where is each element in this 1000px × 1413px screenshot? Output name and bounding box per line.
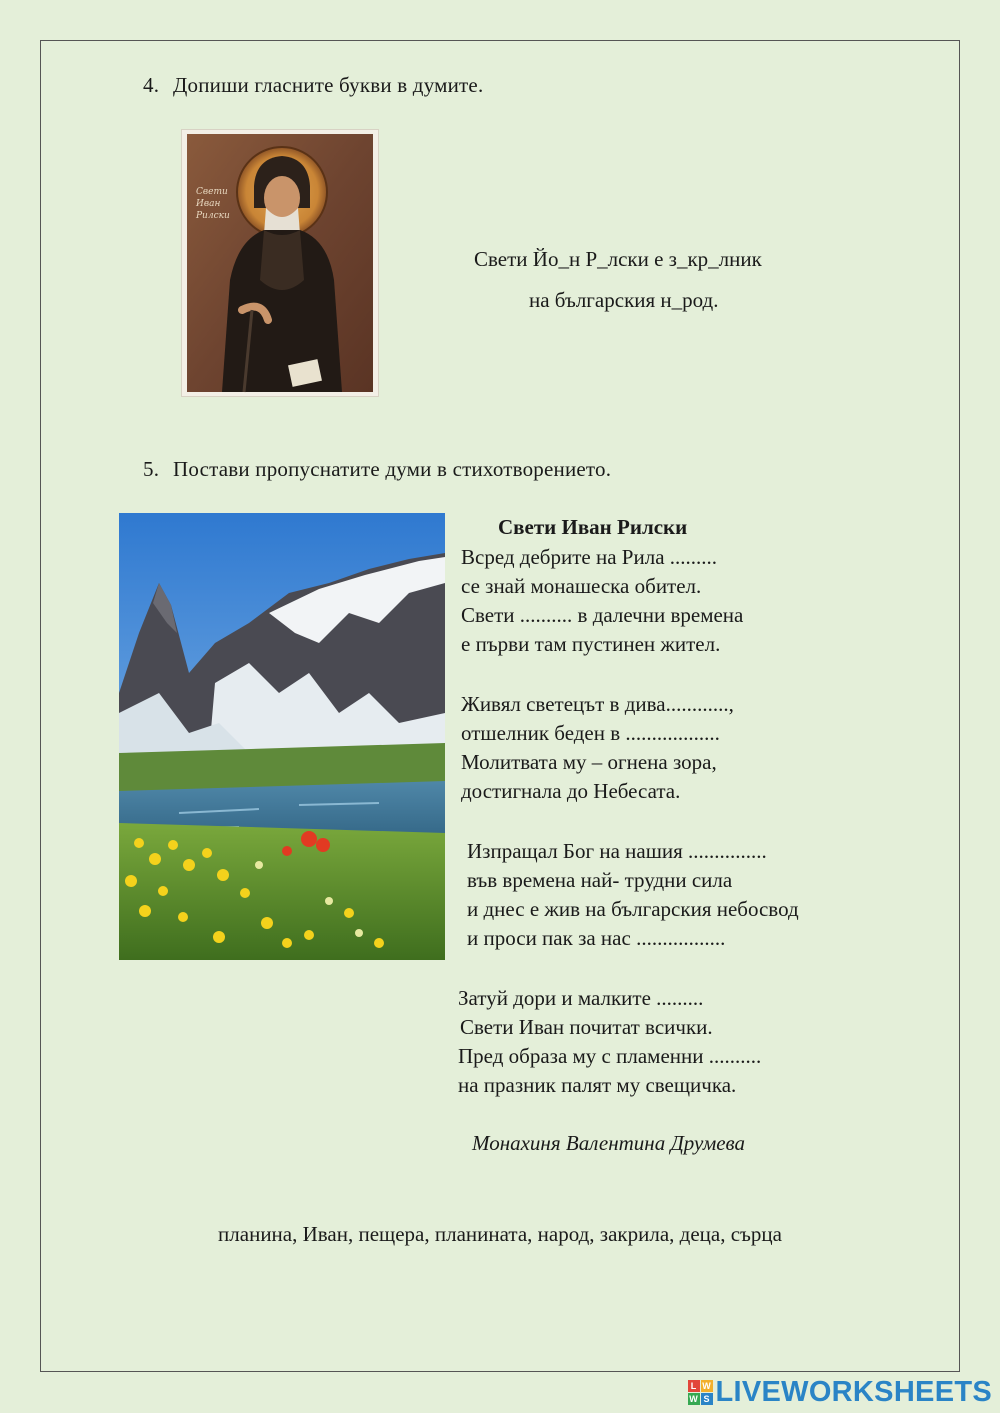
- logo-tile: W: [702, 1380, 711, 1391]
- poem-title: Свети Иван Рилски: [498, 515, 688, 539]
- logo-tile: S: [701, 1393, 713, 1405]
- task-number: 4.: [143, 73, 160, 97]
- task-text: Допиши гласните букви в думите.: [173, 73, 484, 97]
- saint-icon-image: [182, 130, 378, 396]
- poem-line: Живял светецът в дива............,: [461, 692, 734, 716]
- poem-line: е първи там пустинен жител.: [461, 632, 721, 656]
- poem-line: отшелник беден в ..................: [461, 721, 720, 745]
- poem-line: се знай монашеска обител.: [461, 574, 702, 598]
- poem-line: достигнала до Небесата.: [461, 779, 681, 803]
- saint-icon-illustration: [182, 130, 378, 396]
- icon-caption-line3: Рилски: [196, 211, 230, 221]
- mountain-lake-illustration: [119, 513, 445, 960]
- fill-sentence-line2: на българския н_род.: [529, 288, 719, 312]
- task-4-instruction: [143, 73, 483, 98]
- mountain-lake-image: [119, 513, 445, 960]
- poem-line: Пред образа му с пламенни ..........: [458, 1044, 762, 1068]
- logo-tile: W: [689, 1393, 698, 1404]
- poem-line: Свети .......... в далечни времена: [461, 603, 744, 627]
- poem-line: Изпращал Бог на нашия ...............: [467, 839, 767, 863]
- logo-mark-icon: [688, 1380, 713, 1405]
- poem-line: Молитвата му – огнена зора,: [461, 750, 717, 774]
- brand-name: LIVEWORKSHEETS: [715, 1375, 992, 1408]
- icon-caption-line1: Свети: [196, 187, 228, 197]
- task-text: Постави пропуснатите думи в стихотворението.: [173, 457, 612, 481]
- poem-line: Всред дебрите на Рила .........: [461, 545, 718, 569]
- icon-caption-line2: Иван: [196, 199, 221, 209]
- poem-line: във времена най- трудни сила: [467, 868, 733, 892]
- logo-tile: L: [688, 1380, 700, 1392]
- poem-line: на празник палят му свещичка.: [458, 1073, 737, 1097]
- poem-author: Монахиня Валентина Друмева: [472, 1131, 746, 1155]
- poem-line: Свети Иван почитат всички.: [460, 1015, 713, 1039]
- word-bank: планина, Иван, пещера, планината, народ, закрила, деца, сърца: [218, 1222, 782, 1246]
- poem-line: и днес е жив на българския небосвод: [467, 897, 799, 921]
- liveworksheets-logo[interactable]: [688, 1377, 993, 1407]
- poem-line: и проси пак за нас .................: [467, 926, 726, 950]
- poem-line: Затуй дори и малките .........: [458, 986, 704, 1010]
- task-number: 5.: [143, 457, 160, 481]
- task-5-instruction: [143, 457, 611, 482]
- fill-sentence-line1: Свети Йо_н Р_лски е з_кр_лник: [474, 247, 762, 271]
